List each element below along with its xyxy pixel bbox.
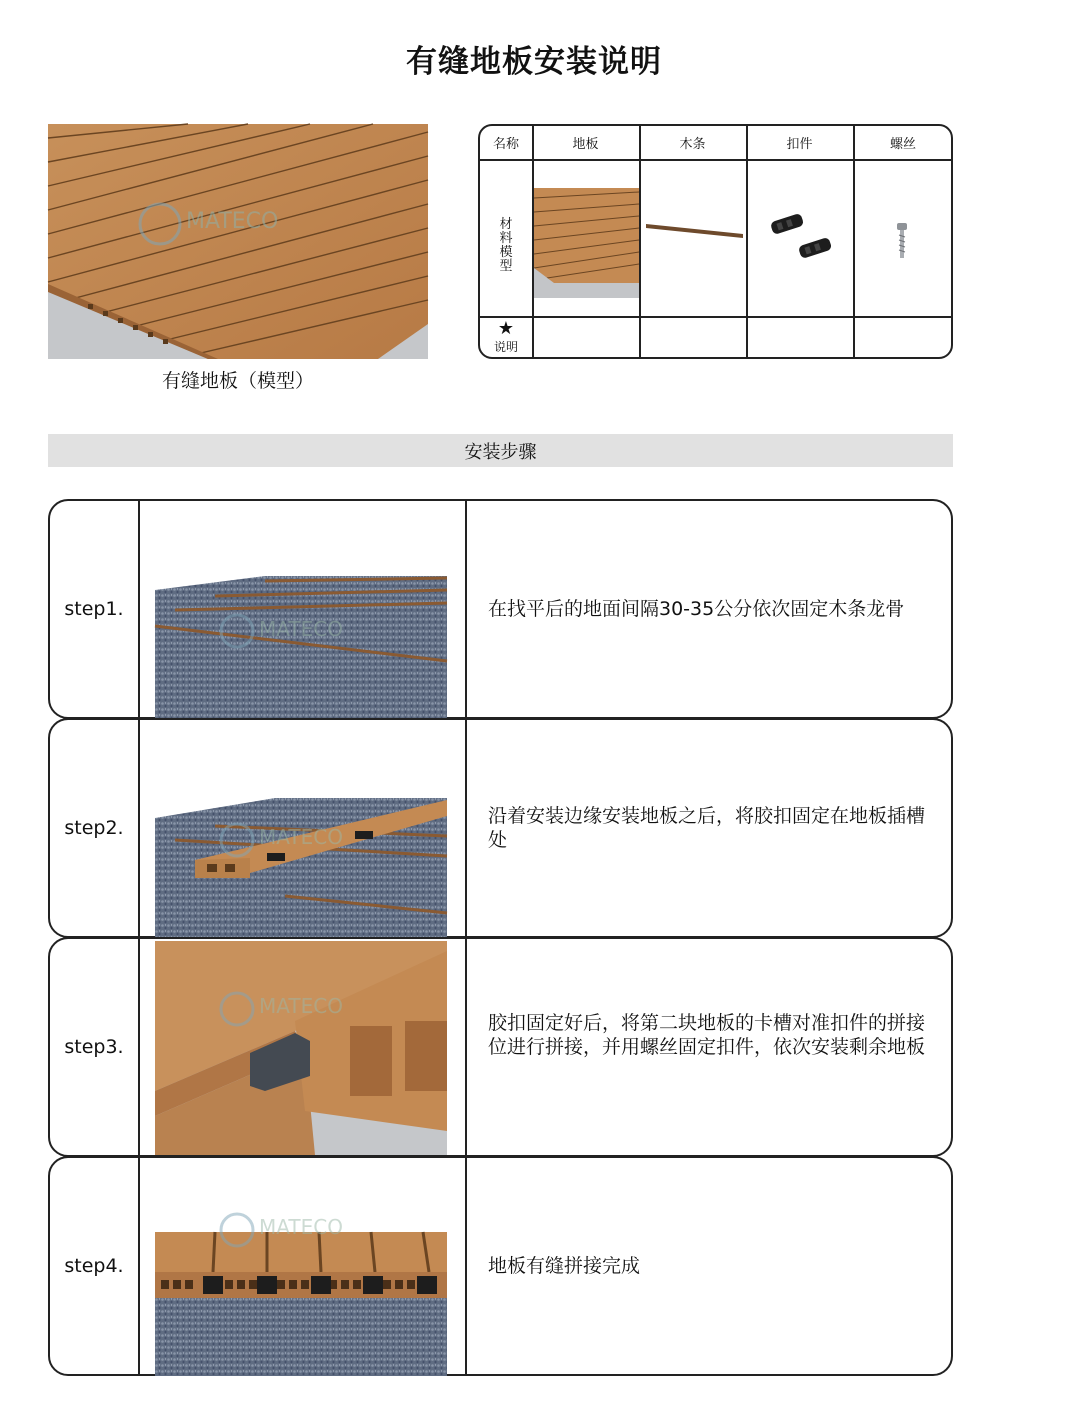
svg-text:MATECO: MATECO <box>186 209 279 234</box>
section-banner: 安装步骤 <box>48 434 953 467</box>
table-header-floor: 地板 <box>572 137 599 152</box>
step1-image <box>155 576 447 719</box>
svg-text:MATECO: MATECO <box>259 617 343 641</box>
svg-text:MATECO: MATECO <box>259 994 343 1018</box>
step3-image <box>155 941 447 1155</box>
table-header-clip: 扣件 <box>786 137 813 152</box>
table-header-name: 名称 <box>492 137 519 152</box>
table-header-batten: 木条 <box>679 137 706 152</box>
step-row-2 <box>48 718 953 938</box>
step-row-4 <box>48 1156 953 1376</box>
step-label: step4. <box>64 1255 124 1277</box>
step-text: 在找平后的地面间隔30-35公分依次固定木条龙骨 <box>488 598 905 620</box>
batten-material-image <box>643 216 743 246</box>
step-text: 胶扣固定好后，将第二块地板的卡槽对准扣件的拼接位进行拼接，并用螺丝固定扣件，依次安装剩余地板 <box>488 1012 926 1058</box>
star-icon: ★ <box>497 318 515 339</box>
svg-text:MATECO: MATECO <box>259 1215 343 1239</box>
screw-material-image <box>892 221 912 261</box>
step-text: 沿着安装边缘安装地板之后，将胶扣固定在地板插槽处 <box>488 805 926 851</box>
step-text: 地板有缝拼接完成 <box>488 1255 641 1277</box>
step-row-1 <box>48 499 953 719</box>
step-label: step1. <box>64 598 124 620</box>
note-label: ★ 说明 <box>493 318 518 354</box>
material-model-label: 材 料 模 型 <box>499 217 513 274</box>
step-label: step2. <box>64 817 124 839</box>
table-header-screw: 螺丝 <box>889 137 916 152</box>
svg-text:MATECO: MATECO <box>259 825 343 849</box>
step-row-3 <box>48 937 953 1157</box>
step2-image <box>155 798 447 938</box>
page-title: 有缝地板安装说明 <box>406 44 662 80</box>
clip-material-image <box>760 211 840 271</box>
step4-image <box>155 1215 447 1376</box>
hero-caption: 有缝地板（模型） <box>161 370 314 392</box>
hero-floor-image <box>48 124 428 359</box>
materials-table <box>478 124 953 359</box>
floor-material-image <box>534 188 639 298</box>
step-label: step3. <box>64 1036 124 1058</box>
